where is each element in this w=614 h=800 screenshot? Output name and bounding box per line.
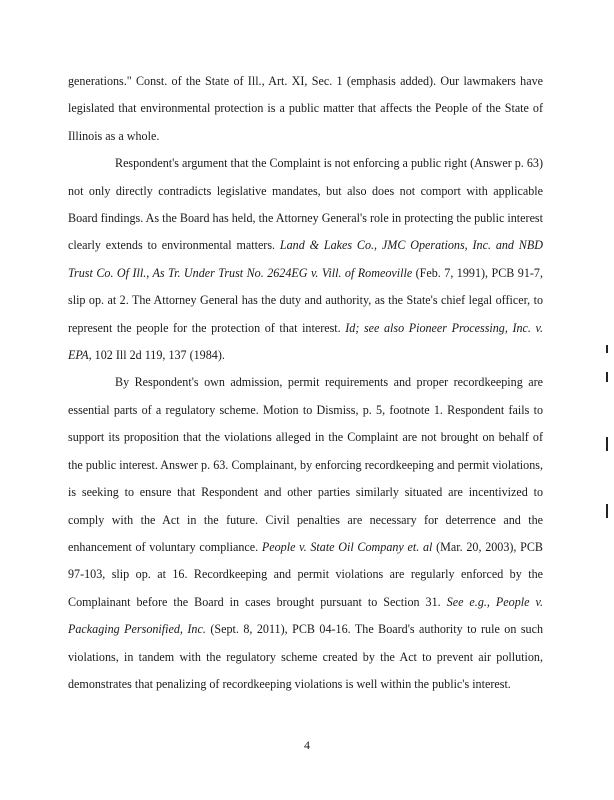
scan-mark [606, 437, 608, 451]
paragraph-continuation: generations." Const. of the State of Ill., Art. XI, Sec. 1 (emphasis added). Our lawmakers have legislated that environmental protection is a public matter that affects the People of the State of Illinois as a whole. [68, 74, 543, 143]
case-citation: Land & Lakes Co., JMC Operations, Inc. and NBD Trust Co. Of Ill., As Tr. Under Trust No. 2624EG v. Vill. of Romeoville [68, 238, 543, 280]
document-body [68, 68, 543, 698]
scan-mark [606, 372, 608, 382]
paragraph-text: Respondent's argument that the Complaint is not enforcing a public right (Answer p. 63) not only directly contradicts legislative mandates, but also does not comport with applicable Board findings. As the Board has held, the Attorney General's role in protecting the public interest clearly extends to environmental matters. [68, 156, 543, 253]
paragraph-text: By Respondent's own admission, permit requirements and proper recordkeeping are essential parts of a regulatory scheme. Motion to Dismiss, p. 5, footnote 1. Respondent fails to support its proposition that the violations alleged in the Complaint are not brought on behalf of the public interest. Answer p. 63. Complainant, by enforcing recordkeeping and permit violations, is seeking to ensure that Respondent and other parties similarly situated are incentivized to comply with the Act in the future. Civil penalties are necessary for deterrence and the enhancement of voluntary compliance. [68, 375, 543, 554]
paragraph-text: (Sept. 8, 2011), PCB 04-16. The Board's authority to rule on such violations, in tandem with the regulatory scheme created by the Act to prevent air pollution, demonstrates that penalizing of recordkeeping violations is well within the public's interest. [68, 622, 543, 691]
case-citation: Id; see also Pioneer Processing, Inc. v. EPA [68, 320, 543, 363]
case-citation: People v. State Oil Company et. al [261, 539, 433, 554]
paragraph-public-right [68, 150, 543, 369]
paragraph-recordkeeping [68, 369, 543, 698]
case-citation: See e.g., People v. Packaging Personified, Inc. [68, 594, 543, 637]
paragraph-text: (Mar. 20, 2003), PCB 97-103, slip op. at 16. Recordkeeping and permit violations are regularly enforced by the Complainant before the Board in cases brought pursuant to Section 31. [68, 539, 544, 609]
scan-mark [606, 504, 608, 518]
page-number: 4 [304, 738, 310, 752]
paragraph-text: , 102 Ill 2d 119, 137 (1984). [88, 348, 225, 363]
paragraph-text: (Feb. 7, 1991), PCB 91-7, slip op. at 2. The Attorney General has the duty and authority, as the State's chief legal officer, to represent the people for the protection of that interest. [68, 265, 543, 335]
scan-mark [606, 345, 608, 353]
